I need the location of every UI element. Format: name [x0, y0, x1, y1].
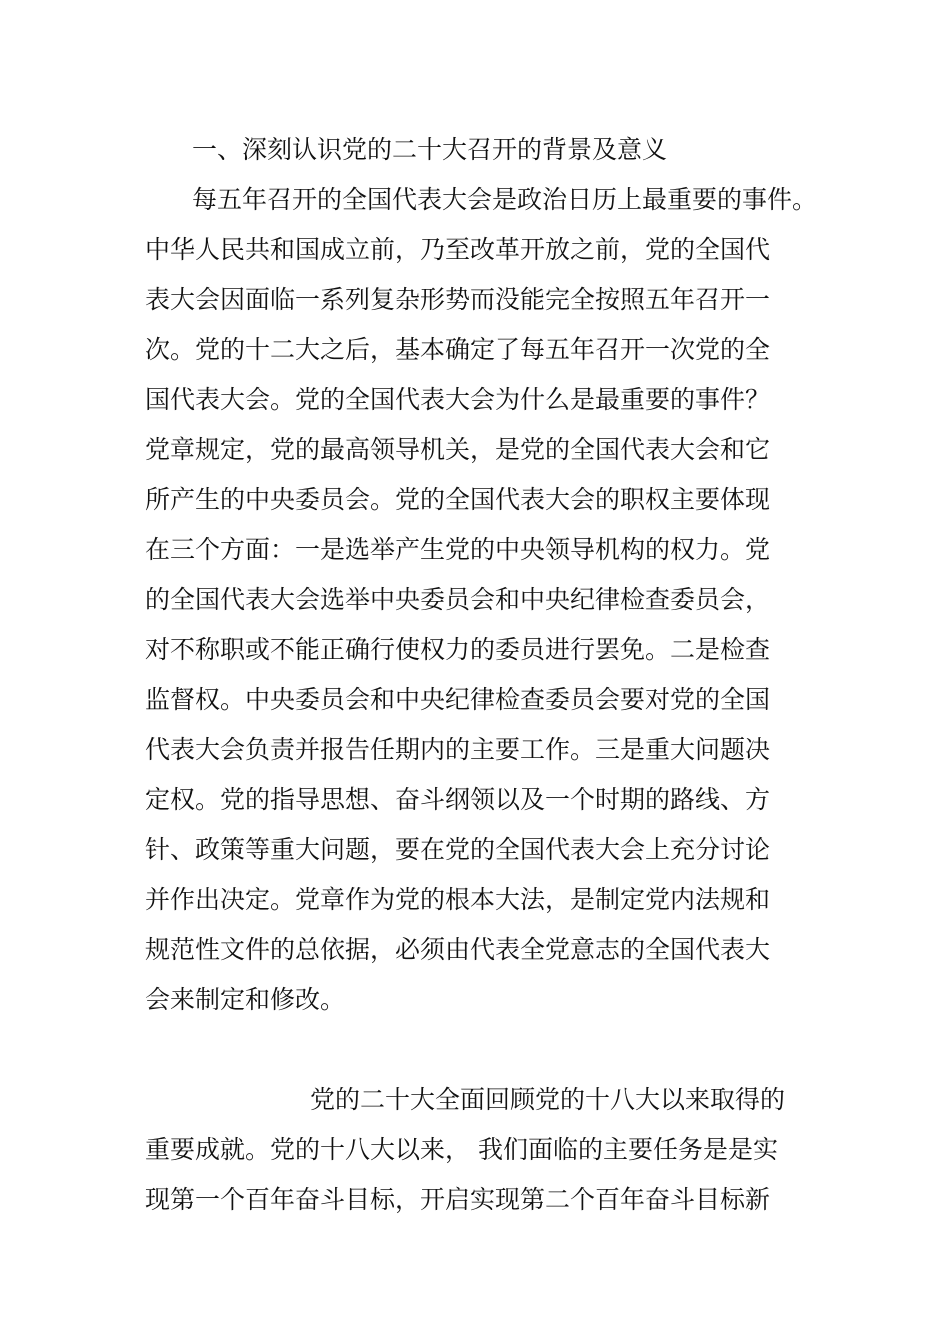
- paragraph-line: 所产生的中央委员会。党的全国代表大会的职权主要体现: [145, 485, 771, 514]
- section-heading: 一、深刻认识党的二十大召开的背景及意义: [192, 135, 668, 164]
- paragraph-line: 针、政策等重大问题，要在党的全国代表大会上充分讨论: [145, 835, 771, 864]
- paragraph-line: 表大会因面临一系列复杂形势而没能完全按照五年召开一: [145, 285, 771, 314]
- paragraph-line: 国代表大会。党的全国代表大会为什么是最重要的事件？: [145, 385, 771, 414]
- paragraph-line: 的全国代表大会选举中央委员会和中央纪律检查委员会，: [145, 585, 771, 614]
- paragraph-line: 在三个方面：一是选举产生党的中央领导机构的权力。党: [145, 535, 771, 564]
- paragraph-line: 对不称职或不能正确行使权力的委员进行罢免。二是检查: [145, 635, 771, 664]
- paragraph-line: 代表大会负责并报告任期内的主要工作。三是重大问题决: [145, 735, 771, 764]
- paragraph-line: 会来制定和修改。: [145, 985, 346, 1014]
- paragraph-line: 重要成就。党的十八大以来， 我们面临的主要任务是是实: [145, 1135, 778, 1164]
- paragraph-line: 监督权。中央委员会和中央纪律检查委员会要对党的全国: [145, 685, 771, 714]
- paragraph-line: 并作出决定。党章作为党的根本大法，是制定党内法规和: [145, 885, 771, 914]
- paragraph-line: 次。党的十二大之后，基本确定了每五年召开一次党的全: [145, 335, 771, 364]
- paragraph-line: 定权。党的指导思想、奋斗纲领以及一个时期的路线、方: [145, 785, 771, 814]
- paragraph-line: 党章规定，党的最高领导机关，是党的全国代表大会和它: [145, 435, 771, 464]
- paragraph-line: 规范性文件的总依据，必须由代表全党意志的全国代表大: [145, 935, 771, 964]
- paragraph-line: 党的二十大全面回顾党的十八大以来取得的: [310, 1085, 786, 1114]
- paragraph-line: 每五年召开的全国代表大会是政治日历上最重要的事件。: [192, 185, 818, 214]
- paragraph-line: 现第一个百年奋斗目标，开启实现第二个百年奋斗目标新: [145, 1185, 771, 1214]
- paragraph-line: 中华人民共和国成立前，乃至改革开放之前，党的全国代: [145, 235, 771, 264]
